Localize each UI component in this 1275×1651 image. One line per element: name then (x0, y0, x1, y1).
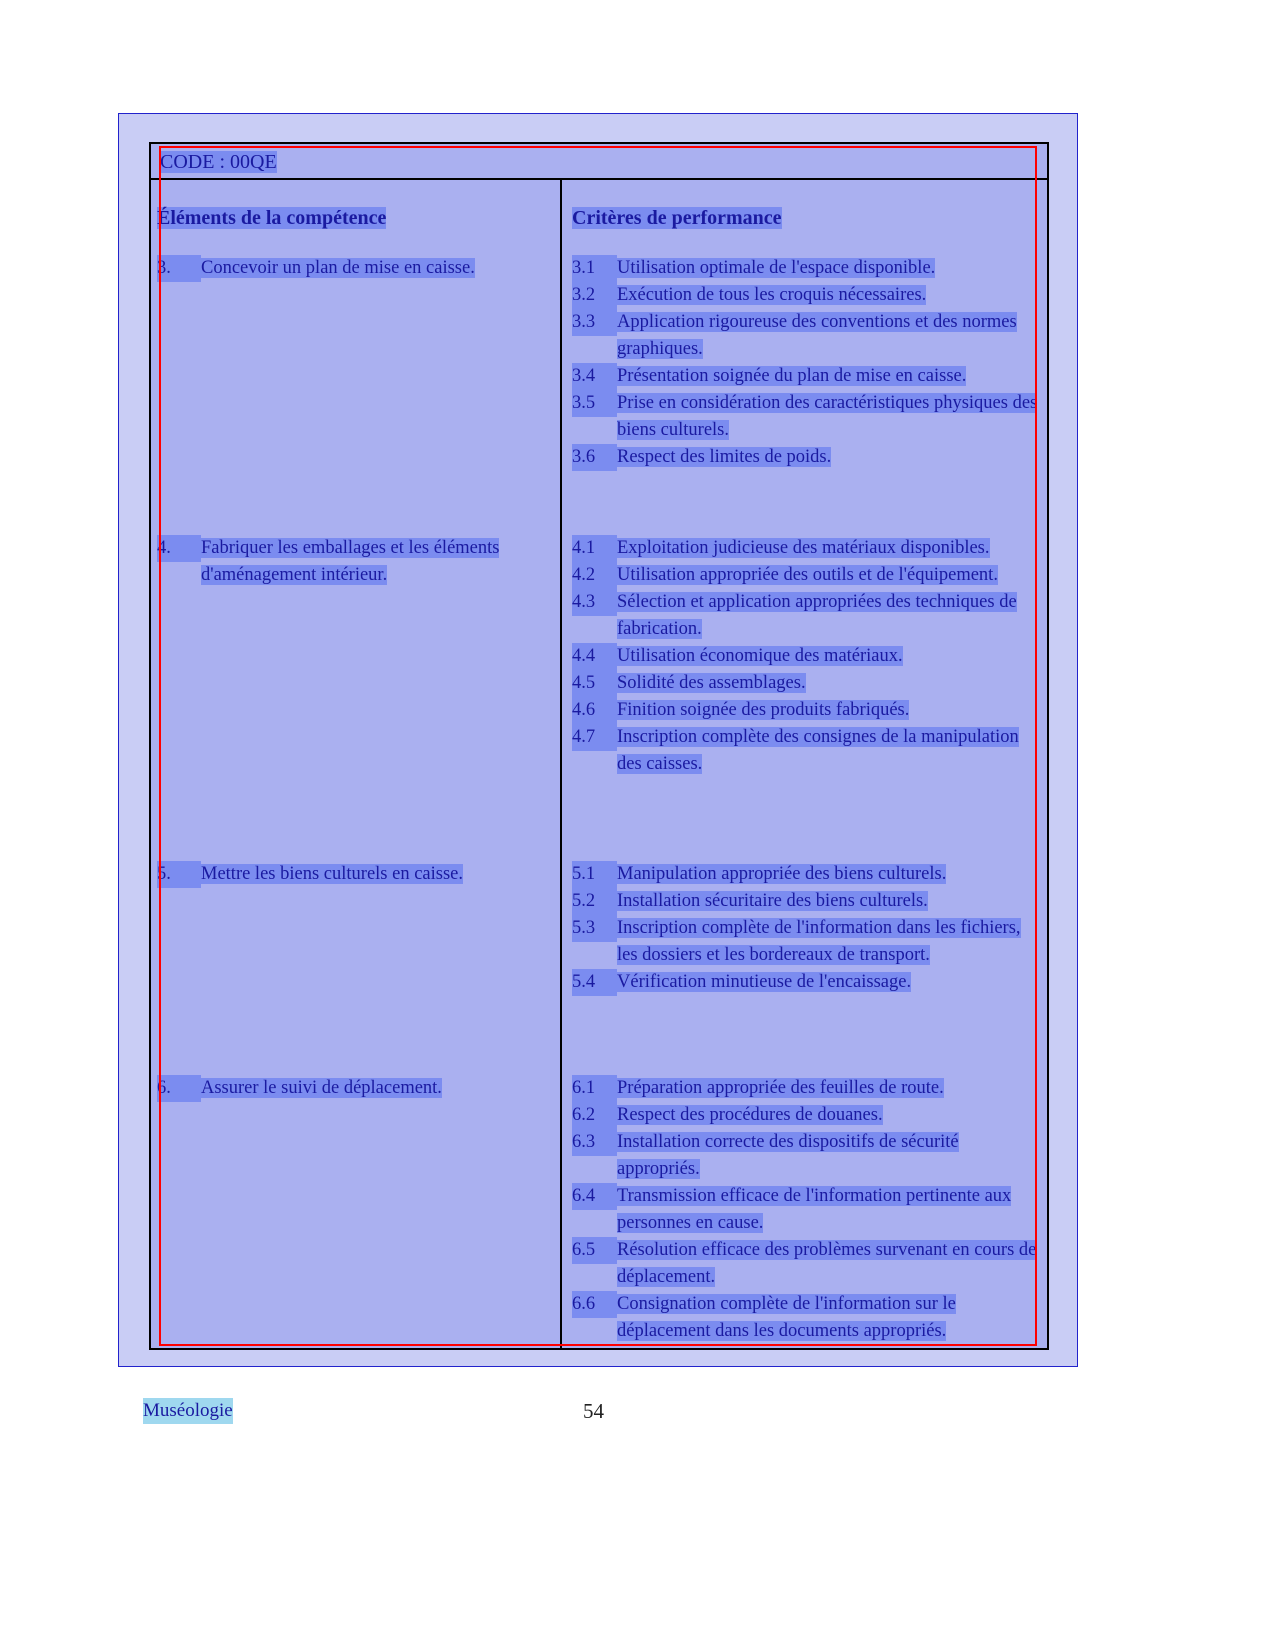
criterion-text: Transmission efficace de l'information pertinente aux personnes en cause. (617, 1186, 1012, 1233)
group-3-element (157, 255, 557, 535)
criterion-number: 3.2 (572, 282, 617, 309)
criterion-text: Utilisation optimale de l'espace disponible. (617, 258, 936, 278)
criterion-number: 4.3 (572, 589, 617, 616)
criterion-item (572, 562, 1042, 589)
criterion-number: 5.4 (572, 969, 617, 996)
criterion-text: Prise en considération des caractéristiques physiques des biens culturels. (617, 393, 1038, 440)
criterion-item (572, 643, 1042, 670)
criterion-number: 3.6 (572, 444, 617, 471)
criterion-number: 3.5 (572, 390, 617, 417)
group-5-criteria (572, 861, 1042, 1075)
criterion-item (572, 697, 1042, 724)
element-number: 5. (157, 861, 201, 888)
criterion-text: Consignation complète de l'information sur le déplacement dans les documents appropriés. (617, 1294, 956, 1341)
criterion-item (572, 309, 1042, 363)
group-3-criteria (572, 255, 1042, 535)
column-criteria (572, 205, 1042, 1345)
criterion-item (572, 670, 1042, 697)
criterion-number: 3.4 (572, 363, 617, 390)
criterion-item (572, 255, 1042, 282)
criterion-number: 4.7 (572, 724, 617, 751)
criterion-number: 4.1 (572, 535, 617, 562)
criterion-text: Vérification minutieuse de l'encaissage. (617, 972, 912, 992)
criterion-item (572, 589, 1042, 643)
criterion-text: Application rigoureuse des conventions et des normes graphiques. (617, 312, 1017, 359)
criterion-text: Inscription complète des consignes de la manipulation des caisses. (617, 727, 1019, 774)
column-criteria-header: Critères de performance (572, 207, 782, 229)
criterion-number: 6.1 (572, 1075, 617, 1102)
group-4-element (157, 535, 557, 861)
criterion-number: 4.4 (572, 643, 617, 670)
criterion-text: Solidité des assemblages. (617, 673, 806, 693)
criterion-text: Résolution efficace des problèmes survenant en cours de déplacement. (617, 1240, 1037, 1287)
group-5-element (157, 861, 557, 1075)
criterion-item (572, 1183, 1042, 1237)
criterion-text: Finition soignée des produits fabriqués. (617, 700, 910, 720)
criterion-item (572, 1102, 1042, 1129)
element-text: Fabriquer les emballages et les éléments d'aménagement intérieur. (201, 538, 500, 585)
criterion-text: Utilisation économique des matériaux. (617, 646, 903, 666)
criterion-item (572, 444, 1042, 471)
criterion-text: Exploitation judicieuse des matériaux disponibles. (617, 538, 990, 558)
criterion-text: Installation sécuritaire des biens culturels. (617, 891, 928, 911)
criterion-item (572, 861, 1042, 888)
criterion-text: Inscription complète de l'information dans les fichiers, les dossiers et les bordereaux de transport. (617, 918, 1021, 965)
criterion-item (572, 282, 1042, 309)
criterion-item (572, 888, 1042, 915)
criterion-item (572, 363, 1042, 390)
criterion-number: 4.5 (572, 670, 617, 697)
criterion-item (572, 535, 1042, 562)
criterion-text: Respect des limites de poids. (617, 447, 832, 467)
criterion-number: 4.6 (572, 697, 617, 724)
group-6-element (157, 1075, 557, 1102)
criterion-item (572, 1237, 1042, 1291)
group-4-criteria (572, 535, 1042, 861)
code-label: CODE : 00QE (160, 151, 277, 173)
criterion-text: Présentation soignée du plan de mise en caisse. (617, 366, 967, 386)
criterion-text: Respect des procédures de douanes. (617, 1105, 883, 1125)
element-text: Assurer le suivi de déplacement. (201, 1078, 442, 1098)
element-item (157, 1075, 557, 1102)
criterion-text: Installation correcte des dispositifs de sécurité appropriés. (617, 1132, 959, 1179)
criterion-number: 5.2 (572, 888, 617, 915)
criterion-number: 6.4 (572, 1183, 617, 1210)
criterion-number: 6.6 (572, 1291, 617, 1318)
criterion-text: Sélection et application appropriées des techniques de fabrication. (617, 592, 1017, 639)
criterion-number: 4.2 (572, 562, 617, 589)
criterion-text: Utilisation appropriée des outils et de l'équipement. (617, 565, 998, 585)
column-elements-header: Éléments de la compétence (157, 207, 387, 229)
criterion-number: 6.5 (572, 1237, 617, 1264)
criterion-item (572, 390, 1042, 444)
criterion-item (572, 1129, 1042, 1183)
criterion-number: 6.3 (572, 1129, 617, 1156)
criterion-number: 6.2 (572, 1102, 617, 1129)
criterion-number: 3.1 (572, 255, 617, 282)
criterion-item (572, 969, 1042, 996)
element-text: Concevoir un plan de mise en caisse. (201, 258, 475, 278)
column-elements (157, 205, 557, 1102)
footer-program-name: Muséologie (143, 1398, 233, 1424)
criterion-text: Manipulation appropriée des biens culturels. (617, 864, 947, 884)
criterion-number: 3.3 (572, 309, 617, 336)
criterion-item (572, 724, 1042, 778)
footer-page-number: 54 (583, 1399, 604, 1423)
element-text: Mettre les biens culturels en caisse. (201, 864, 463, 884)
element-number: 6. (157, 1075, 201, 1102)
criterion-number: 5.1 (572, 861, 617, 888)
criterion-item (572, 1075, 1042, 1102)
element-item (157, 255, 557, 282)
element-item (157, 535, 557, 589)
criterion-item (572, 915, 1042, 969)
criterion-text: Préparation appropriée des feuilles de route. (617, 1078, 944, 1098)
criterion-item (572, 1291, 1042, 1345)
element-item (157, 861, 557, 888)
element-number: 4. (157, 535, 201, 562)
element-number: 3. (157, 255, 201, 282)
criterion-text: Exécution de tous les croquis nécessaires. (617, 285, 927, 305)
group-6-criteria (572, 1075, 1042, 1345)
criterion-number: 5.3 (572, 915, 617, 942)
